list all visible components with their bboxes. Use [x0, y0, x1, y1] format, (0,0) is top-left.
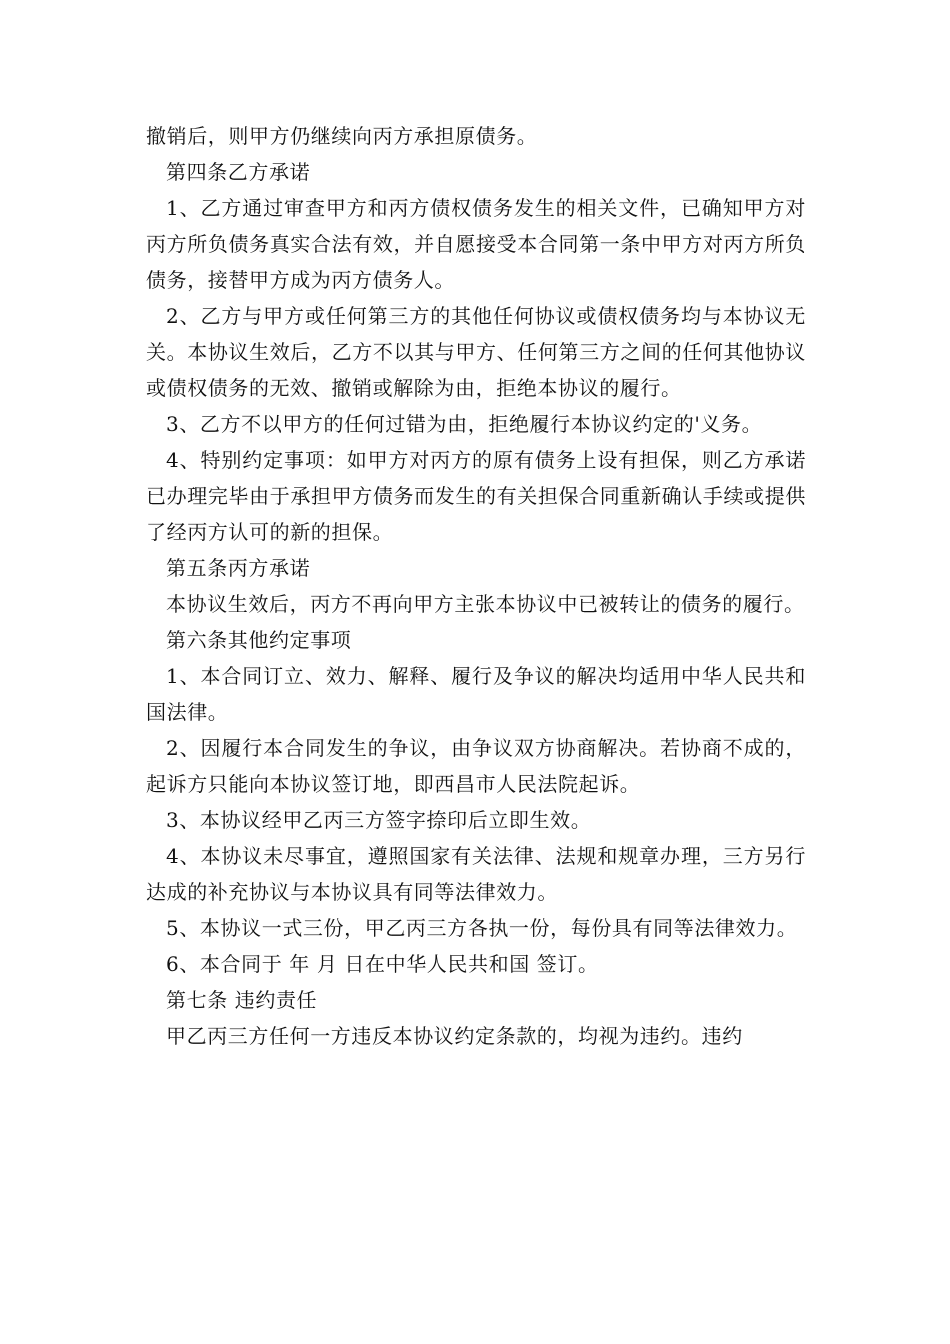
article-7-body: 甲乙丙三方任何一方违反本协议约定条款的，均视为违约。违约 — [166, 1024, 743, 1048]
article-6-clause-1: 1、本合同订立、效力、解释、履行及争议的解决均适用中华人民共和国法律。 — [146, 664, 806, 724]
document-body — [146, 118, 806, 1054]
article-4-clause-3: 3、乙方不以甲方的任何过错为由，拒绝履行本协议约定的'义务。 — [166, 412, 763, 436]
article-4-clause-2: 2、乙方与甲方或任何第三方的其他任何协议或债权债务均与本协议无关。本协议生效后，乙方不以其与甲方、任何第三方之间的任何其他协议或债权债务的无效、撤销或解除为由，拒绝本协议的履行。 — [146, 304, 806, 400]
article-6-heading: 第六条其他约定事项 — [166, 628, 352, 652]
article-5-body: 本协议生效后，丙方不再向甲方主张本协议中已被转让的债务的履行。 — [166, 592, 805, 616]
paragraph-continuation: 撤销后，则甲方仍继续向丙方承担原债务。 — [146, 124, 538, 148]
article-6-clause-4: 4、本协议未尽事宜，遵照国家有关法律、法规和规章办理，三方另行达成的补充协议与本协议具有同等法律效力。 — [146, 844, 806, 904]
article-4-heading: 第四条乙方承诺 — [166, 160, 311, 184]
article-4-clause-1: 1、乙方通过审查甲方和丙方债权债务发生的相关文件，已确知甲方对丙方所负债务真实合法有效，并自愿接受本合同第一条中甲方对丙方所负债务，接替甲方成为丙方债务人。 — [146, 196, 806, 292]
article-6-clause-2: 2、因履行本合同发生的争议，由争议双方协商解决。若协商不成的，起诉方只能向本协议签订地，即西昌市人民法院起诉。 — [146, 736, 806, 796]
article-6-clause-6: 6、本合同于 年 月 日在中华人民共和国 签订。 — [166, 952, 599, 976]
article-4-clause-4: 4、特别约定事项：如甲方对丙方的原有债务上设有担保，则乙方承诺已办理完毕由于承担甲方债务而发生的有关担保合同重新确认手续或提供了经丙方认可的新的担保。 — [146, 448, 806, 544]
article-6-clause-3: 3、本协议经甲乙丙三方签字捺印后立即生效。 — [166, 808, 592, 832]
article-5-heading: 第五条丙方承诺 — [166, 556, 311, 580]
article-7-heading: 第七条 违约责任 — [166, 988, 318, 1012]
article-6-clause-5: 5、本协议一式三份，甲乙丙三方各执一份，每份具有同等法律效力。 — [166, 916, 798, 940]
